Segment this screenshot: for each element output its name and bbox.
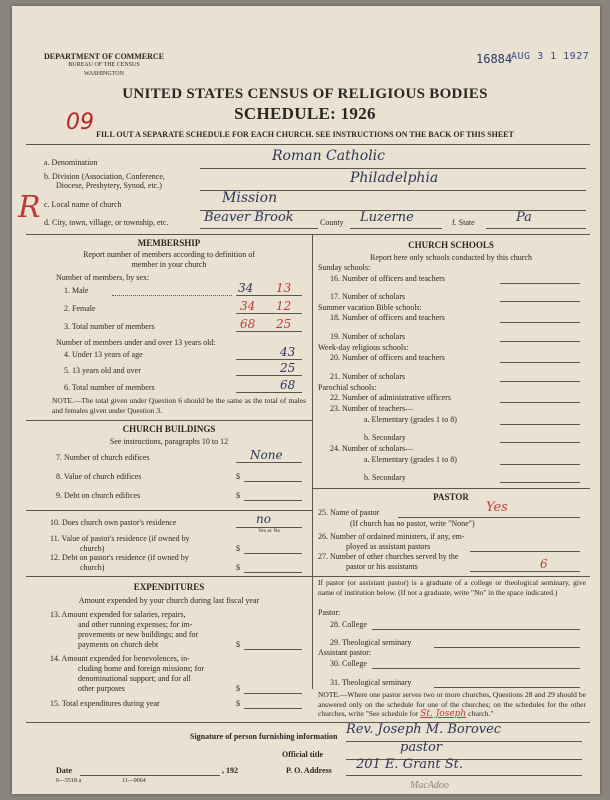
q1-leader — [112, 295, 232, 296]
county-label: County — [320, 218, 344, 227]
q13-dollar: $ — [236, 640, 240, 649]
q2-value: 34 — [240, 299, 256, 313]
state-label: f. State — [452, 218, 475, 227]
q14-line-4: other purposes — [78, 684, 125, 693]
bottom-handwriting: MacAdoo — [410, 780, 449, 791]
sunday-schools-label: Sunday schools: — [318, 263, 371, 272]
q13-line-3: provements or new buildings; and for — [78, 630, 199, 639]
q6-total: 6. Total number of members — [64, 383, 155, 392]
q1-male: 1. Male — [64, 286, 89, 295]
q14-line-1: 14. Amount expended for benevolences, in- — [50, 654, 190, 663]
address-value: 201 E. Grant St. — [356, 757, 464, 772]
form-instruction: FILL OUT A SEPARATE SCHEDULE FOR EACH CHURCH. SEE INSTRUCTIONS ON THE BACK OF THIS SHEET — [96, 130, 514, 139]
divider-expenditures — [26, 576, 312, 577]
pastor-note-end: church." — [468, 709, 494, 718]
q3-total: 3. Total number of members — [64, 322, 155, 331]
q13-line-1: 13. Amount expended for salaries, repairs, — [50, 610, 186, 619]
q24b-answer-line — [500, 482, 580, 483]
date-line — [80, 775, 220, 776]
q12-residence-debt-1: 12. Debt on pastor's residence (if owned by — [50, 553, 189, 562]
q27-line-1: 27. Number of other churches served by the — [318, 552, 459, 561]
q4-value: 43 — [280, 345, 296, 359]
q1-red-value: 13 — [276, 281, 292, 295]
form-subtitle: SCHEDULE: 1926 — [234, 104, 376, 123]
q31-answer-line — [434, 687, 580, 688]
q31-seminary: 31. Theological seminary — [330, 678, 412, 687]
signature-line — [346, 741, 582, 742]
q8-answer-line — [244, 481, 302, 482]
q8-dollar: $ — [236, 472, 240, 481]
state-value: Pa — [516, 210, 532, 225]
q16-answer-line — [500, 283, 580, 284]
q26-line-1: 26. Number of ordained ministers, if any, em- — [318, 532, 465, 541]
q19: 19. Number of scholars — [330, 332, 406, 341]
q24a: a. Elementary (grades 1 to 8) — [364, 455, 457, 464]
q14-dollar: $ — [236, 684, 240, 693]
form-title: UNITED STATES CENSUS OF RELIGIOUS BODIES — [122, 86, 488, 102]
print-number: 11—9064 — [122, 778, 146, 784]
county-line — [350, 228, 442, 229]
q11-answer-line — [244, 553, 302, 554]
local-name-label: c. Local name of church — [44, 200, 122, 209]
q21: 21. Number of scholars — [330, 372, 406, 381]
q6-answer-line — [236, 392, 302, 393]
q24a-answer-line — [500, 464, 580, 465]
q22-answer-line — [500, 402, 580, 403]
division-value: Philadelphia — [350, 170, 439, 186]
signature-label: Signature of person furnishing information — [190, 732, 338, 741]
members-by-sex-label: Number of members, by sex: — [56, 273, 150, 282]
q13-line-2: and other running expenses; for im- — [78, 620, 193, 629]
q7-edifices: 7. Number of church edifices — [56, 453, 150, 462]
q3-red-value: 25 — [276, 317, 292, 331]
q5-value: 25 — [280, 361, 296, 375]
margin-mark: R — [18, 190, 41, 225]
handwritten-number: 09 — [66, 110, 94, 135]
q18: 18. Number of officers and teachers — [330, 313, 445, 322]
q26-line-2: ployed as assistant pastors — [346, 542, 431, 551]
q30-college: 30. College — [330, 659, 367, 668]
q26-answer-line — [470, 551, 580, 552]
q28-answer-line — [372, 629, 580, 630]
state-line — [486, 228, 586, 229]
grid-bottom — [26, 722, 590, 723]
q15-answer-line — [244, 708, 302, 709]
department-name: DEPARTMENT OF COMMERCE — [44, 52, 165, 61]
county-value: Luzerne — [360, 210, 414, 225]
q25-answer-line — [398, 517, 580, 518]
q14-answer-line — [244, 693, 302, 694]
buildings-heading: CHURCH BUILDINGS — [122, 424, 216, 434]
q14-line-3: denominational support; and for all — [78, 674, 191, 683]
q19-answer-line — [500, 341, 580, 342]
parochial-schools-label: Parochial schools: — [318, 383, 377, 392]
q9-dollar: $ — [236, 491, 240, 500]
q12-answer-line — [244, 572, 302, 573]
pastor-note-text: NOTE.—Where one pastor serves two or more churches, Questions 28 and 29 should be answered only on the schedule for one of the churches; on the schedules for the other churches, write "See schedule for — [318, 690, 586, 718]
q15-total-expenditures: 15. Total expenditures during year — [50, 699, 160, 708]
q17-answer-line — [500, 301, 580, 302]
membership-sub-1: Report number of members according to definition of — [83, 250, 255, 259]
q23a: a. Elementary (grades 1 to 8) — [364, 415, 457, 424]
department-heading — [44, 52, 164, 79]
q23: 23. Number of teachers— — [330, 404, 414, 413]
q25-name-of-pastor: 25. Name of pastor — [318, 508, 380, 517]
q1-value: 34 — [238, 281, 254, 295]
q5-13-and-over: 5. 13 years old and over — [64, 366, 141, 375]
schools-sub: Report here only schools conducted by this church — [370, 253, 532, 262]
q5-answer-line — [236, 375, 302, 376]
date-year: , 192 — [222, 766, 238, 775]
members-by-age-label: Number of members under and over 13 years old: — [56, 338, 216, 347]
official-title-label: Official title — [282, 750, 324, 759]
division-label-2: Diocese, Presbytery, Synod, etc.) — [56, 181, 162, 190]
divider — [26, 144, 590, 145]
q2-red-value: 12 — [276, 299, 292, 313]
q23b: b. Secondary — [364, 433, 406, 442]
q3-value: 68 — [240, 317, 256, 331]
q12-dollar: $ — [236, 563, 240, 572]
q10-owns-residence: 10. Does church own pastor's residence — [50, 518, 177, 527]
q9-answer-line — [244, 500, 302, 501]
q29-seminary: 29. Theological seminary — [330, 638, 412, 647]
q2-female: 2. Female — [64, 304, 96, 313]
q7-value: None — [250, 448, 283, 462]
divider-residence — [26, 510, 312, 511]
q20: 20. Number of officers and teachers — [330, 353, 445, 362]
membership-heading: MEMBERSHIP — [137, 238, 201, 248]
q24: 24. Number of scholars— — [330, 444, 414, 453]
divider-pastor — [312, 488, 590, 489]
pastor-note-value: St. Joseph — [420, 709, 467, 719]
weekday-schools-label: Week-day religious schools: — [318, 343, 409, 352]
q2-answer-line — [236, 313, 302, 314]
local-name-value: Mission — [222, 190, 278, 206]
q25-hint: (If church has no pastor, write "None") — [350, 519, 475, 528]
q12-residence-debt-2: church) — [80, 563, 105, 572]
q14-line-2: cluding home and foreign missions; for — [78, 664, 204, 673]
q11-dollar: $ — [236, 544, 240, 553]
q17: 17. Number of scholars — [330, 292, 406, 301]
grid-top — [26, 234, 590, 235]
graduate-note: If pastor (or assistant pastor) is a graduate of a college or theological seminary, give name of institution below. (If not a graduate, write "No" in the space indicated.) — [318, 578, 586, 597]
q22: 22. Number of administrative officers — [330, 393, 451, 402]
received-date-stamp: AUG 3 1 1927 — [511, 51, 590, 62]
q24b: b. Secondary — [364, 473, 406, 482]
q18-answer-line — [500, 322, 580, 323]
buildings-sub: See instructions, paragraphs 10 to 12 — [109, 437, 229, 446]
q27-answer-line — [470, 571, 580, 572]
q4-answer-line — [236, 359, 302, 360]
q11-residence-value-2: church) — [80, 544, 105, 553]
q29-answer-line — [434, 647, 580, 648]
q3-answer-line — [236, 331, 302, 332]
city-line — [200, 228, 318, 229]
q4-under-13: 4. Under 13 years of age — [64, 350, 143, 359]
q9-edifice-debt: 9. Debt on church edifices — [56, 491, 141, 500]
serial-number: 16884 — [476, 52, 513, 66]
q23a-answer-line — [500, 424, 580, 425]
address-label: P. O. Address — [286, 766, 332, 775]
form-number: 6—5518 a — [56, 778, 82, 784]
q30-answer-line — [372, 668, 580, 669]
q27-line-2: pastor or his assistants — [346, 562, 418, 571]
denomination-label: a. Denomination — [44, 158, 98, 167]
address-line — [346, 775, 582, 776]
divider-education — [312, 576, 590, 577]
denomination-line — [200, 168, 586, 169]
city-label: d. City, town, village, or township, etc. — [44, 218, 169, 227]
city-value: Beaver Brook — [204, 210, 294, 225]
signature-value: Rev. Joseph M. Borovec — [346, 722, 502, 737]
pastor-label: Pastor: — [318, 608, 341, 617]
bureau-name: BUREAU OF THE CENSUS — [68, 62, 140, 68]
q28-college: 28. College — [330, 620, 367, 629]
bureau-city: WASHINGTON — [84, 71, 124, 77]
membership-note: NOTE.—The total given under Question 6 should be the same as the total of males and females given under Question 3. — [52, 396, 306, 415]
q1-answer-line — [236, 295, 302, 296]
q13-line-4: payments on church debt — [78, 640, 159, 649]
summer-schools-label: Summer vacation Bible schools: — [318, 303, 422, 312]
expenditures-sub: Amount expended by your church during last fiscal year — [78, 596, 260, 605]
membership-sub-2: member in your church — [131, 260, 207, 269]
q7-answer-line — [236, 462, 302, 463]
q11-residence-value-1: 11. Value of pastor's residence (if owned by — [50, 534, 190, 543]
q10-yes-no-hint: Yes or No — [258, 528, 281, 534]
q21-answer-line — [500, 381, 580, 382]
schools-heading: CHURCH SCHOOLS — [408, 240, 494, 250]
q15-dollar: $ — [236, 699, 240, 708]
denomination-value: Roman Catholic — [272, 148, 385, 164]
division-label-1: b. Division (Association, Conference, — [44, 172, 165, 181]
q20-answer-line — [500, 362, 580, 363]
grid-center-divider — [312, 234, 313, 689]
official-title-value: pastor — [400, 740, 443, 755]
expenditures-heading: EXPENDITURES — [133, 582, 205, 592]
q8-edifice-value: 8. Value of church edifices — [56, 472, 142, 481]
q25-value: Yes — [486, 500, 508, 515]
q16: 16. Number of officers and teachers — [330, 274, 445, 283]
q10-value: no — [256, 512, 271, 526]
date-label: Date — [56, 766, 72, 775]
q6-value: 68 — [280, 378, 296, 392]
q13-answer-line — [244, 649, 302, 650]
pastor-note — [318, 690, 586, 720]
divider-buildings — [26, 420, 312, 421]
q27-value: 6 — [540, 557, 548, 571]
assistant-pastor-label: Assistant pastor: — [318, 648, 372, 657]
q23b-answer-line — [500, 442, 580, 443]
pastor-heading: PASTOR — [433, 492, 469, 502]
